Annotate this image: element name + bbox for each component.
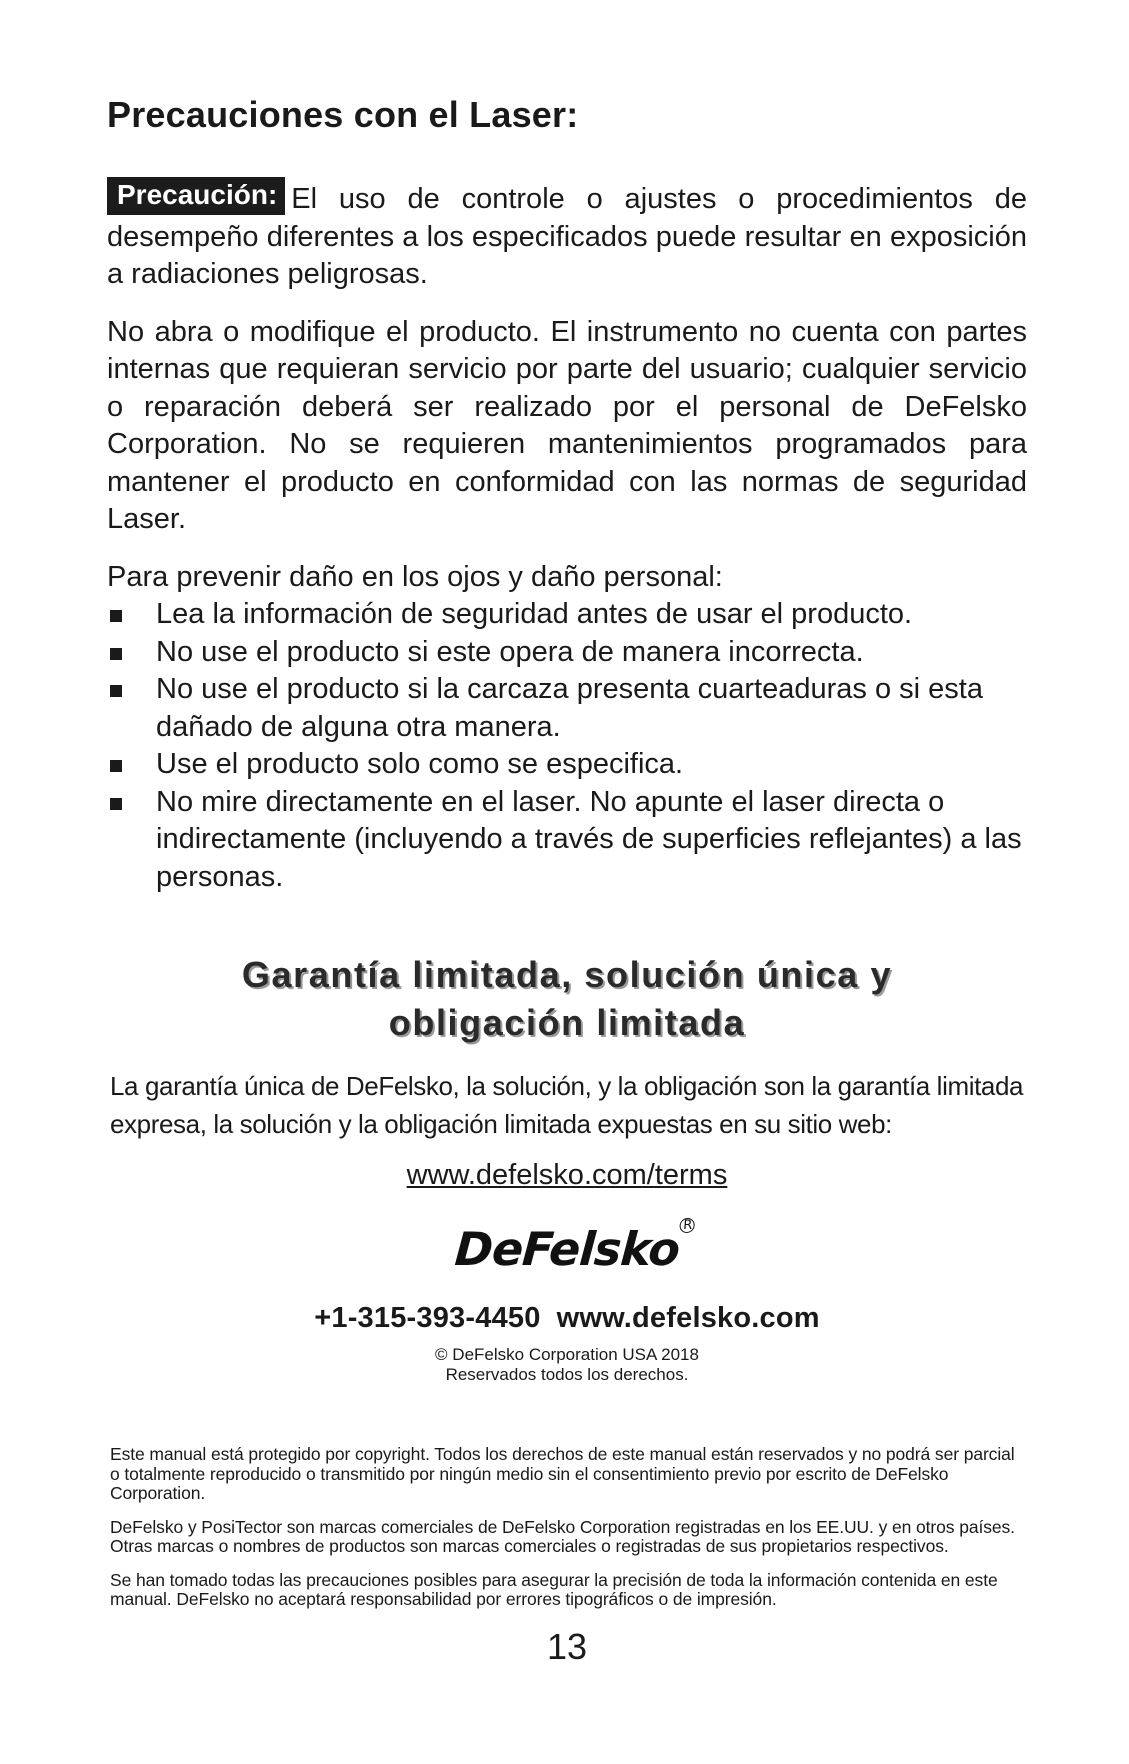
copyright bbox=[107, 1345, 1027, 1385]
defelsko-logo: DeFelsko R bbox=[453, 1222, 681, 1276]
safety-list bbox=[107, 596, 1027, 896]
list-item: Lea la información de seguridad antes de usar el producto. bbox=[107, 596, 1027, 634]
registered-trademark-icon: R bbox=[679, 1218, 695, 1233]
terms-link[interactable]: www.defelsko.com/terms bbox=[406, 1159, 728, 1192]
copyright-notice: Este manual está protegido por copyright. Todos los derechos de este manual están reservados y no podrá ser parcial o totalmente reproducido o transmitido por ningún medio sin el consentimiento previo por escrito de DeFelsko Corporation. bbox=[110, 1444, 1015, 1504]
list-item: No use el producto si este opera de manera incorrecta. bbox=[107, 634, 1027, 672]
laser-precautions-title: Precauciones con el Laser: bbox=[107, 94, 579, 135]
trademark-notice: DeFelsko y PosiTector son marcas comerciales de DeFelsko Corporation registradas en los EE.UU. y en otros países. Otras marcas o nombres de productos son marcas comerciales o registradas de sus propietarios respectivos. bbox=[110, 1516, 1015, 1557]
warranty-title-line-1: Garantía limitada, solución única y bbox=[241, 954, 893, 996]
warranty-title-line-2: obligación limitada bbox=[388, 1002, 746, 1044]
square-bullet-icon bbox=[110, 685, 122, 697]
list-item: No use el producto si la carcaza presenta cuarteaduras o si esta dañado de alguna otra manera. bbox=[107, 671, 1027, 746]
caution-text: El uso de controle o ajustes o procedimientos de desempeño diferentes a los especificados puede resultar en exposición a radiaciones peligrosas. bbox=[107, 182, 1027, 291]
caution-paragraph bbox=[107, 178, 1027, 294]
logo-area bbox=[107, 1218, 1027, 1288]
list-item: No mire directamente en el laser. No apunte el laser directa o indirectamente (incluyendo a través de superficies reflejantes) a las personas. bbox=[107, 784, 1027, 897]
page-number: 13 bbox=[546, 1625, 588, 1667]
square-bullet-icon bbox=[110, 798, 122, 810]
caution-badge: Precaución: bbox=[107, 177, 285, 215]
square-bullet-icon bbox=[110, 648, 122, 660]
list-item: Use el producto solo como se especifica. bbox=[107, 746, 1027, 784]
warranty-text: La garantía única de DeFelsko, la solución, y la obligación son la garantía limitada expresa, la solución y la obligación limitada expuestas en su sitio web: bbox=[110, 1071, 1024, 1140]
copyright-line-1: © DeFelsko Corporation USA 2018 bbox=[435, 1345, 699, 1365]
warranty-title bbox=[107, 951, 1027, 1047]
service-paragraph: No abra o modifique el producto. El instrumento no cuenta con partes internas que requieran servicio por parte del usuario; cualquier servicio o reparación deberá ser realizado por el personal de DeFelsko Corporation. No se requieren mantenimientos programados para mantener el producto en conformidad con las normas de seguridad Laser. bbox=[107, 315, 1027, 536]
disclaimer-notice: Se han tomado todas las precauciones posibles para asegurar la precisión de toda la información contenida en este manual. DeFelsko no aceptará responsabilidad por errores tipográficos o de impresión. bbox=[110, 1569, 998, 1610]
legal-notices bbox=[110, 1445, 1027, 1610]
manual-page bbox=[107, 95, 1027, 1668]
list-intro: Para prevenir daño en los ojos y daño personal: bbox=[107, 560, 723, 593]
square-bullet-icon bbox=[110, 610, 122, 622]
phone-number: +1-315-393-4450 bbox=[314, 1302, 541, 1335]
square-bullet-icon bbox=[110, 760, 122, 772]
contact-line bbox=[107, 1302, 1027, 1335]
website-link[interactable]: www.defelsko.com bbox=[556, 1302, 820, 1335]
copyright-line-2: Reservados todos los derechos. bbox=[445, 1365, 689, 1385]
